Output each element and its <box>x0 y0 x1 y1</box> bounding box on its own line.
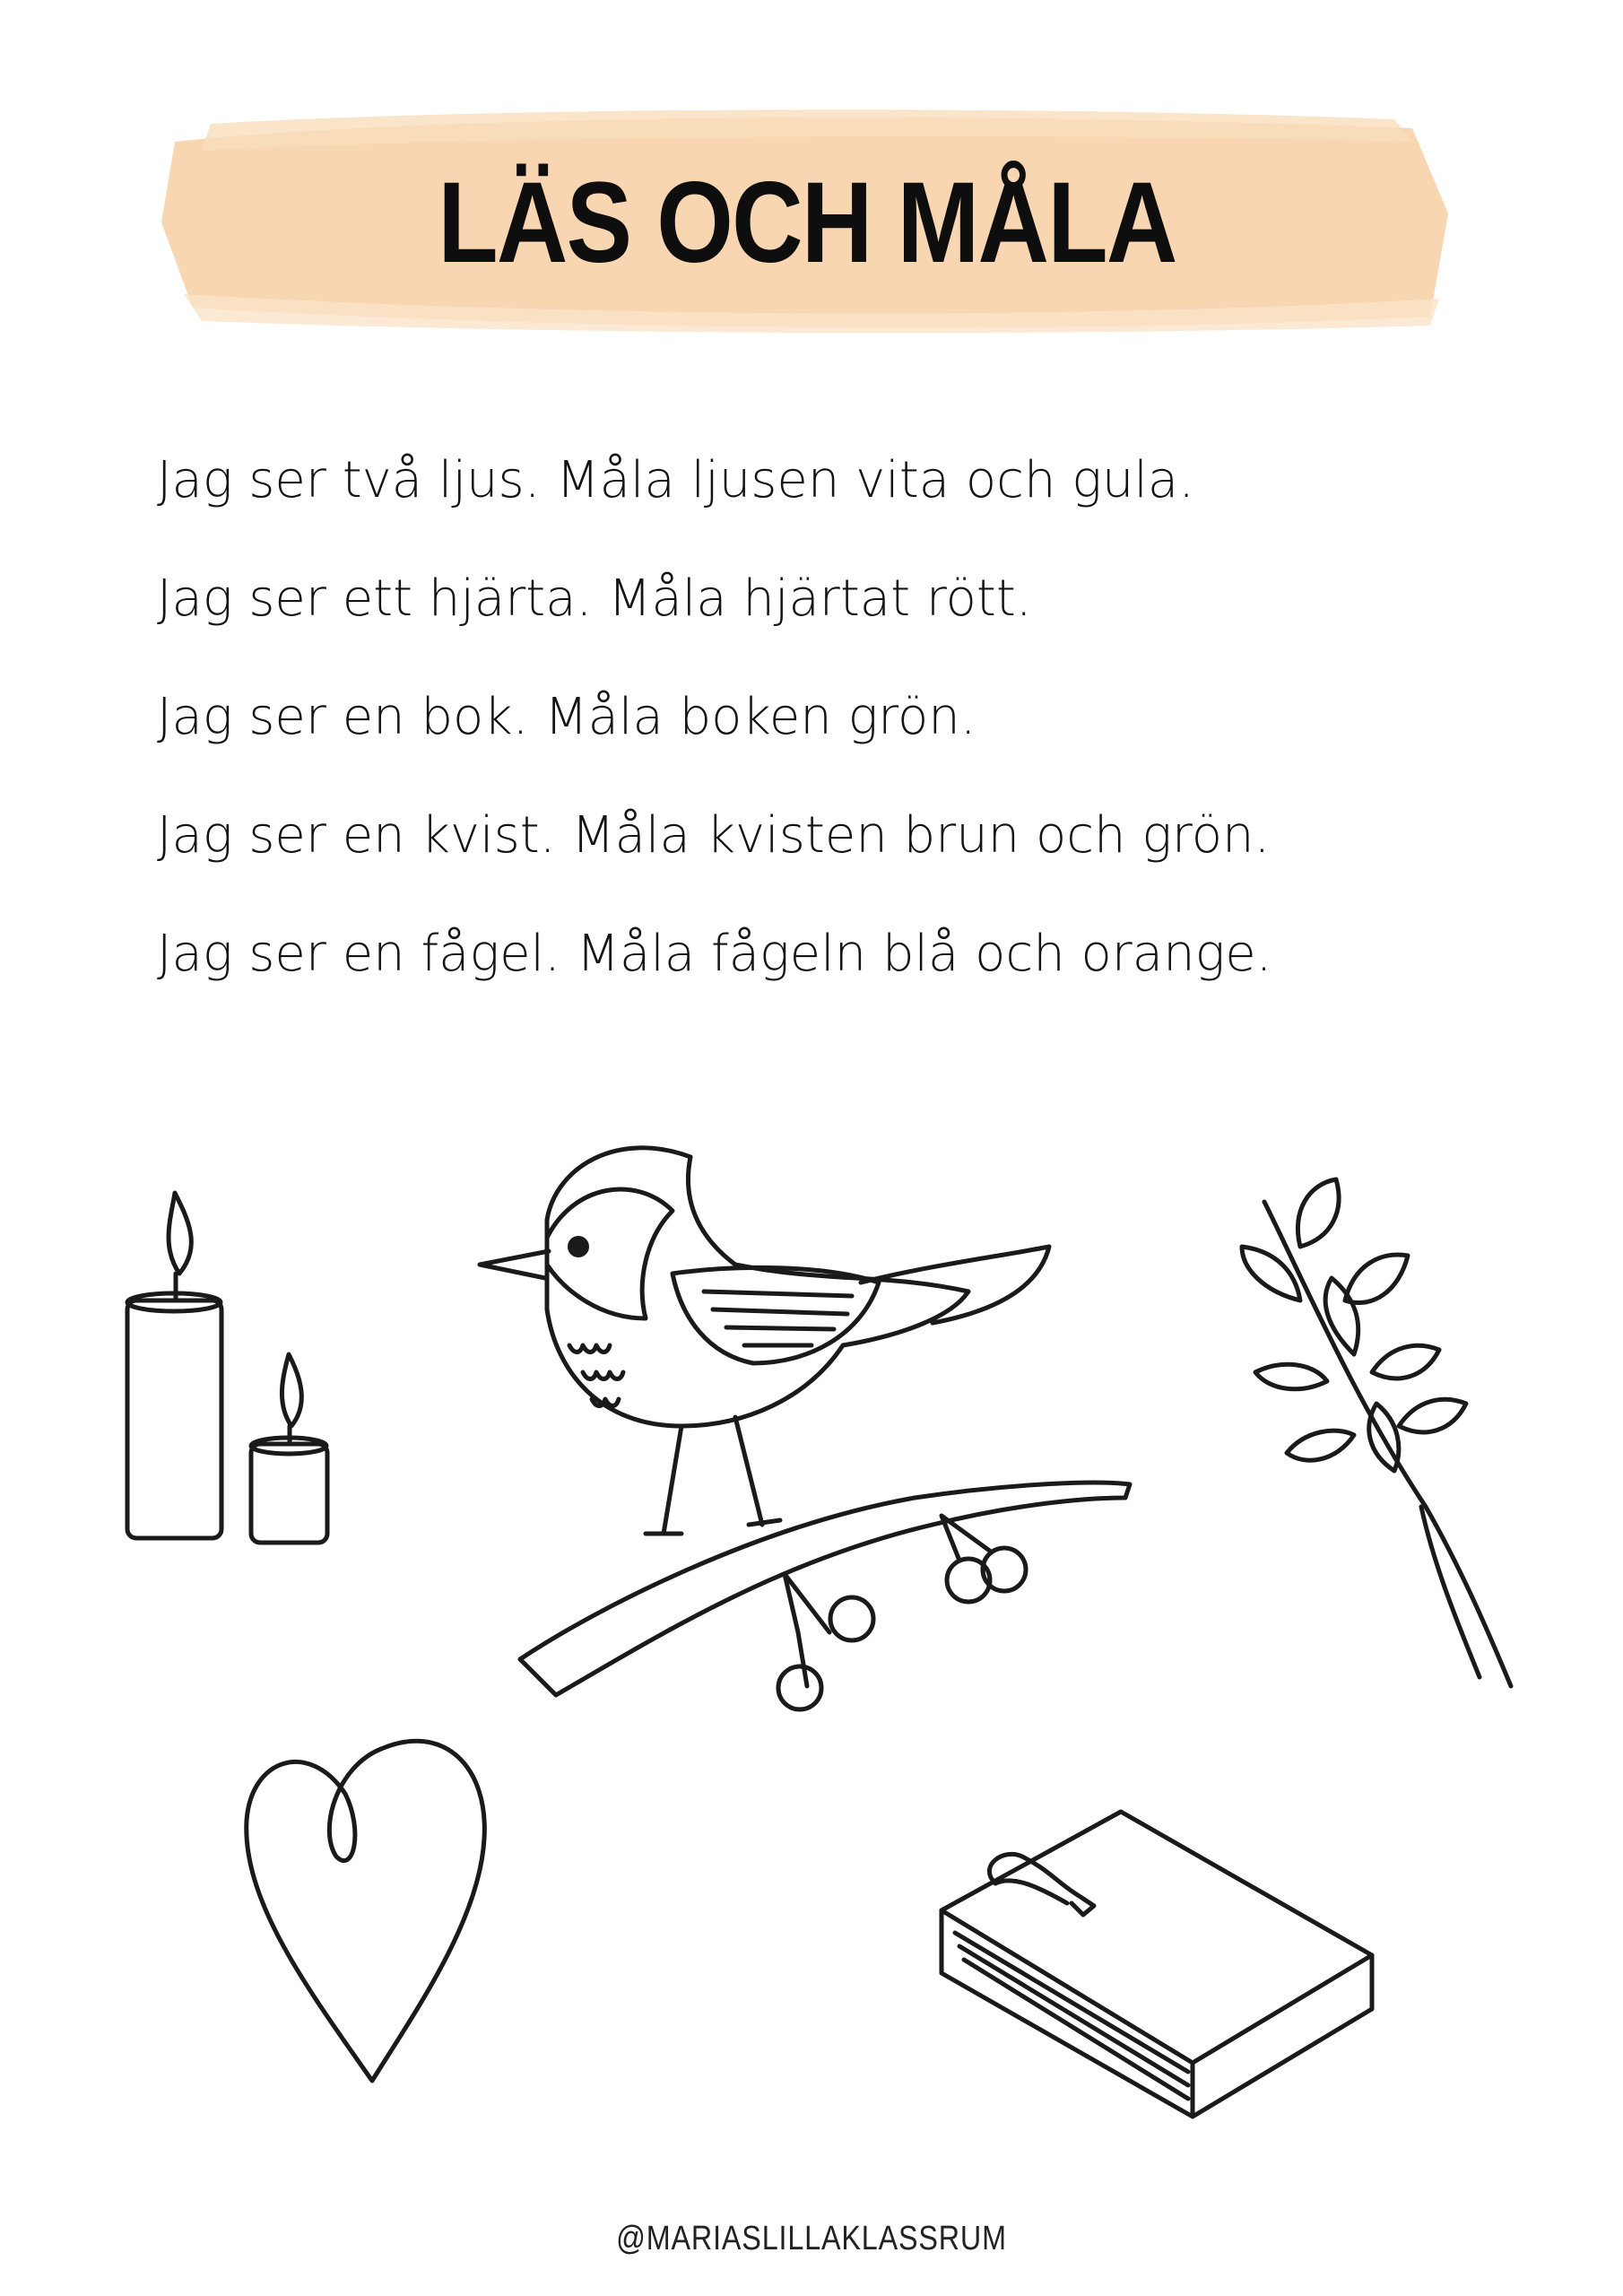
bird-on-branch-icon <box>466 1130 1148 1722</box>
book-icon <box>924 1803 1390 2126</box>
page-title: LÄS OCH MÅLA <box>438 158 1176 287</box>
sentence-list <box>157 422 1502 1013</box>
heart-icon <box>238 1722 507 2099</box>
twig-icon <box>1193 1166 1524 1704</box>
sentence-heart: Jag ser ett hjärta. Måla hjärtat rött. <box>157 570 1032 628</box>
title-banner <box>157 106 1457 339</box>
footer-credit: @MARIASLILLAKLASSRUM <box>616 2220 1007 2257</box>
sentence-twig: Jag ser en kvist. Måla kvisten brun och grön. <box>157 806 1271 865</box>
sentence-book: Jag ser en bok. Måla boken grön. <box>157 688 976 746</box>
candles-icon <box>117 1184 350 1561</box>
sentence-candles: Jag ser två ljus. Måla ljusen vita och gula. <box>157 451 1195 509</box>
sentence-bird: Jag ser en fågel. Måla fågeln blå och orange. <box>157 925 1272 983</box>
